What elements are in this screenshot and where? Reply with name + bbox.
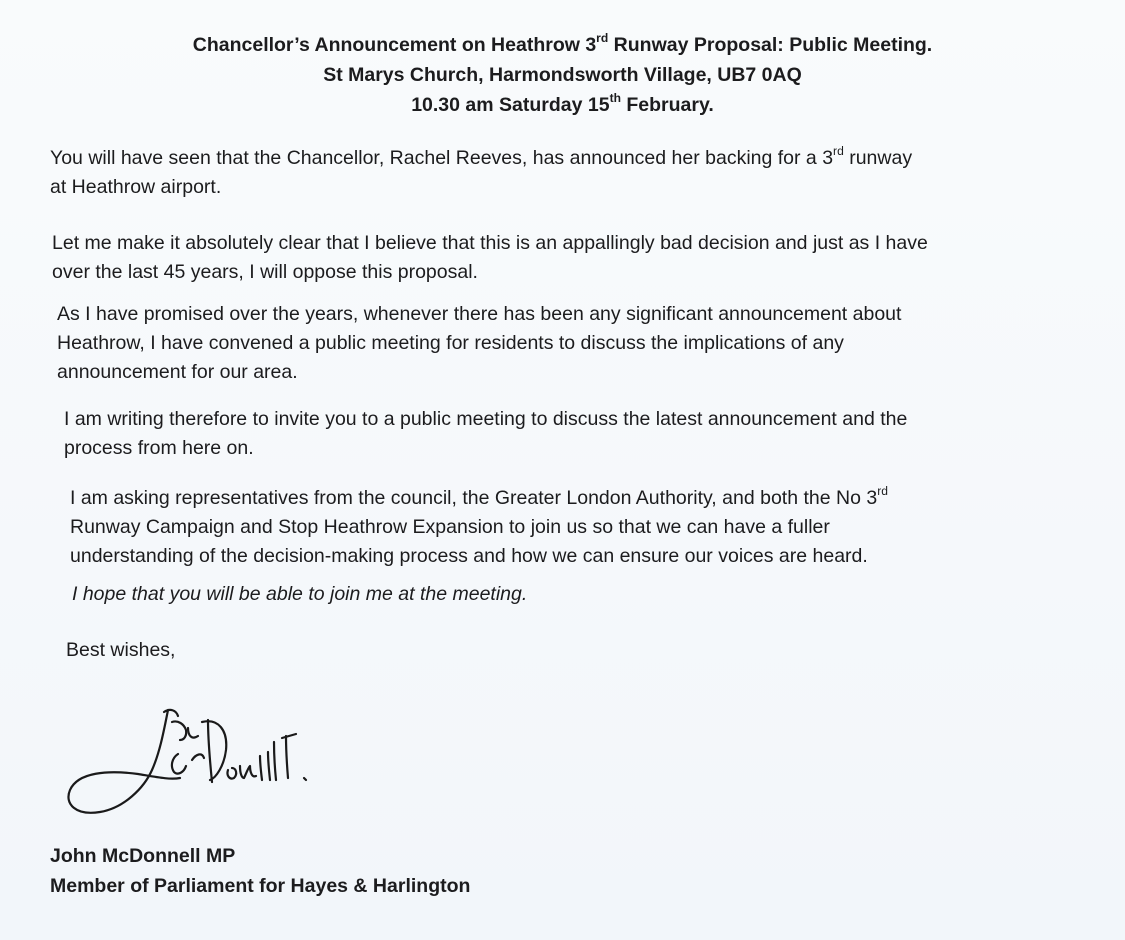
header-venue: St Marys Church, Harmondsworth Village, UB7 0AQ	[323, 64, 802, 86]
letter-header	[0, 30, 1125, 120]
paragraph-oppose-proposal: Let me make it absolutely clear that I believe that this is an appallingly bad decision and just as I have over the last 45 years, I will oppose this proposal.	[52, 232, 928, 283]
paragraph-representatives: I am asking representatives from the council, the Greater London Authority, and both the No 3rd Runway Campaign and Stop Heathrow Expansion to join us so that we can have a fuller understanding of the decision-making process and how we can ensure our voices are heard.	[70, 483, 888, 567]
closing-best-wishes: Best wishes,	[66, 639, 176, 661]
handwritten-signature	[60, 700, 340, 825]
header-time: 10.30 am Saturday 15th February.	[411, 90, 714, 116]
paragraph-public-meetings: As I have promised over the years, whenever there has been any significant announcement about Heathrow, I have convened a public meeting for residents to discuss the implications of any announcement for our area.	[57, 303, 902, 383]
paragraph-chancellor-backing: You will have seen that the Chancellor, Rachel Reeves, has announced her backing for a 3rd runway at Heathrow airport.	[50, 143, 913, 198]
signoff-role: Member of Parliament for Hayes & Harlington	[50, 875, 471, 897]
signoff-name: John McDonnell MP	[50, 845, 236, 867]
signoff	[50, 841, 470, 901]
paragraph-invitation: I am writing therefore to invite you to a public meeting to discuss the latest announcement and the process from here on.	[64, 408, 908, 459]
header-title: Chancellor’s Announcement on Heathrow 3rd Runway Proposal: Public Meeting.	[192, 30, 933, 56]
paragraph-hope-to-see-you: I hope that you will be able to join me at the meeting.	[72, 583, 528, 605]
